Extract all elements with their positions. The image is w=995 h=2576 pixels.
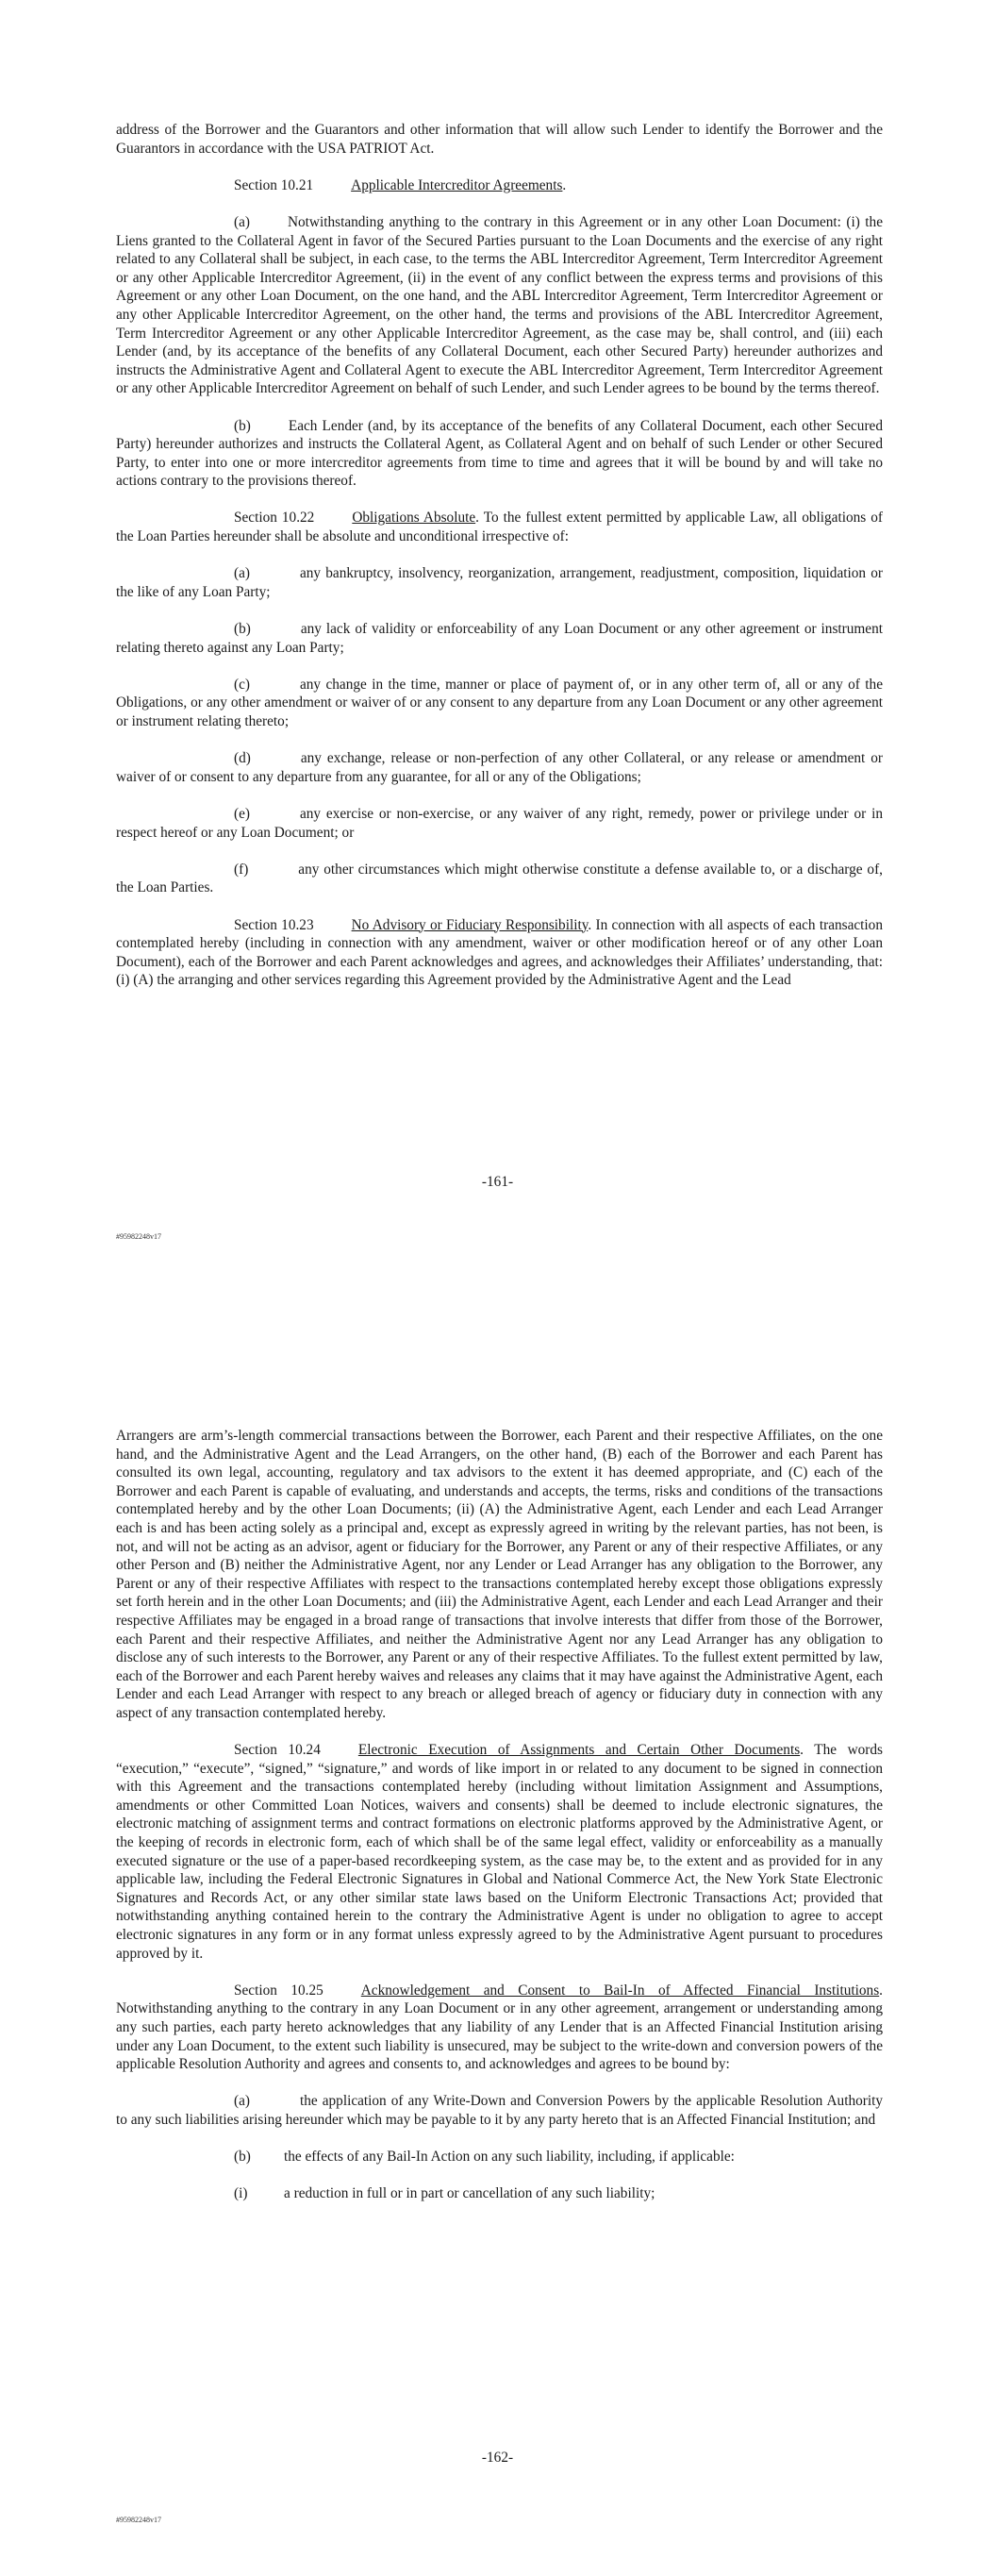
section-title: Applicable Intercreditor Agreements <box>351 176 563 193</box>
section-10-22 <box>116 509 883 545</box>
clause-text: Notwithstanding anything to the contrary in this Agreement or in any other Loan Document: (i) the Liens granted to the Collateral Agent in favor of the Secured Parties pursuant to the Loan Documents and the exercise of any right related to any Collateral shall be subject, in each case, to the terms the ABL Intercreditor Agreement, Term Intercreditor Agreement or any other Applicable Intercreditor Agreement, (ii) in the event of any conflict between the express terms and provisions of this Agreement or any other Loan Document, on the one hand, and the ABL Intercreditor Agreement, Term Intercreditor Agreement or any other Applicable Intercreditor Agreement, on the other hand, the terms and provisions of the ABL Intercreditor Agreement, Term Intercreditor Agreement or any other Applicable Intercreditor Agreement, as the case may be, shall control, and (iii) each Lender (and, by its acceptance of the benefits of any Collateral Document, each other Secured Party) hereunder authorizes and instructs the Administrative Agent and Collateral Agent to execute the ABL Intercreditor Agreement, Term Intercreditor Agreement or any other Applicable Intercreditor Agreement on behalf of such Lender, and such Lender agrees to be bound by the terms thereof. <box>116 213 883 397</box>
page-161 <box>0 0 995 1264</box>
clause-text: any bankruptcy, insolvency, reorganization, arrangement, readjustment, composition, liquidation or the like of any Loan Party; <box>116 565 883 600</box>
section-title: Obligations Absolute <box>352 510 476 527</box>
clause-label: (e) <box>234 805 250 822</box>
section-10-22-a <box>116 564 883 601</box>
section-10-22-c <box>116 676 883 731</box>
clause-label: (b) <box>234 2149 251 2166</box>
section-title: No Advisory or Fiduciary Responsibility <box>351 916 589 933</box>
page-body <box>116 1427 883 2222</box>
section-text: . In connection with all aspects of each transaction contemplated hereby (including in connection with any amendment, waiver or other modification hereof or of any other Loan Document), each of the Borrower and each Parent acknowledges and agrees, and acknowledges their Affiliates’ understanding, that: (i) (A) the arranging and other services regarding this Agreement provided by the Administrative Agent and the Lead <box>116 916 883 989</box>
page-number: -162- <box>481 2450 514 2466</box>
section-punct: . <box>562 176 567 193</box>
clause-label: (c) <box>234 676 250 693</box>
section-10-21-a <box>116 213 883 398</box>
section-10-22-b <box>116 620 883 657</box>
section-10-24 <box>116 1741 883 1963</box>
section-10-21-heading <box>116 176 883 195</box>
section-text: . Notwithstanding anything to the contrary in any Loan Document or in any other agreement, arrangement or understanding among any such parties, each party hereto acknowledges that any liability of any Lender that is an Affected Financial Institution arising under any Loan Document, to the extent such liability is unsecured, may be subject to the write-down and conversion powers of the applicable Resolution Authority and agrees and consents to, and acknowledges and agrees to be bound by: <box>116 1982 883 2073</box>
clause-label: (i) <box>234 2185 248 2202</box>
section-text: . To the fullest extent permitted by applicable Law, all obligations of the Loan Parties hereunder shall be absolute and unconditional irrespective of: <box>116 510 883 545</box>
section-10-25-b-i <box>116 2184 883 2203</box>
clause-text: any exercise or non-exercise, or any waiver of any right, remedy, power or privilege under or in respect hereof or any Loan Document; or <box>116 805 883 841</box>
clause-label: (a) <box>234 213 250 230</box>
section-10-22-d <box>116 749 883 786</box>
section-title: Electronic Execution of Assignments and Certain Other Documents <box>357 1742 801 1759</box>
clause-text: any other circumstances which might otherwise constitute a defense available to, or a discharge of, the Loan Parties. <box>116 861 883 896</box>
clause-label: (a) <box>234 565 250 582</box>
section-text: . The words “execution,” “execute”, “signed,” “signature,” and words of like import in or related to any document to be signed in connection with this Agreement and the transactions contemplated hereby (including without limitation Assignment and Assumptions, amendments or other Committed Loan Notices, waivers and consents) shall be deemed to include electronic signatures, the electronic matching of assignment terms and contract formations on electronic platforms approved by the Administrative Agent, or the keeping of records in electronic form, each of which shall be of the same legal effect, validity or enforceability as a manually executed signature or the use of a paper-based recordkeeping system, as the case may be, to the extent and as provided for in any applicable law, including the Federal Electronic Signatures in Global and National Commerce Act, the New York State Electronic Signatures and Records Act, or any other similar state laws based on the Uniform Electronic Transactions Act; provided that notwithstanding anything contained herein to the contrary the Administrative Agent is under no obligation to agree to accept electronic signatures in any form or in any format unless expressly agreed to by the Administrative Agent pursuant to procedures approved by it. <box>116 1742 883 1962</box>
section-number: Section 10.24 <box>234 1742 321 1759</box>
document-id: #95982248v17 <box>116 1232 161 1241</box>
clause-label: (a) <box>234 2093 250 2110</box>
paragraph-continued: Arrangers are arm’s-length commercial transactions between the Borrower, each Parent and their respective Affiliates, on the one hand, and the Administrative Agent and the Lead Arrangers, on the other hand, (B) each of the Borrower and each Parent has consulted its own legal, accounting, regulatory and tax advisors to the extent it has deemed appropriate, and (C) each of the Borrower and each Parent is capable of evaluating, and understands and accepts, the terms, risks and conditions of the transactions contemplated hereby and by the other Loan Documents; (ii) (A) the Administrative Agent, each Lender and each Lead Arranger each is and has been acting solely as a principal and, except as expressly agreed in writing by the relevant parties, has not been, is not, and will not be acting as an advisor, agent or fiduciary for the Borrower, any Parent or any of their respective Affiliates, or any other Person and (B) neither the Administrative Agent, nor any Lender or Lead Arranger has any obligation to the Borrower, any Parent or any of their respective Affiliates with respect to the transactions contemplated hereby except those obligations expressly set forth herein and in the other Loan Documents; and (iii) the Administrative Agent, each Lender and each Lead Arranger and their respective Affiliates may be engaged in a broad range of transactions that involve interests that differ from those of the Borrower, each Parent and their respective Affiliates, and neither the Administrative Agent nor any Lead Arranger has any obligation to disclose any of such interests to the Borrower, any Parent or any of their respective Affiliates. To the fullest extent permitted by law, each of the Borrower and each Parent hereby waives and releases any claims that it may have against the Administrative Agent, each Lender and each Lead Arranger with respect to any breach or alleged breach of agency or fiduciary duty in connection with any aspect of any transaction contemplated hereby. <box>116 1428 883 1721</box>
section-number: Section 10.23 <box>234 916 314 933</box>
clause-label: (d) <box>234 750 251 767</box>
section-10-25 <box>116 1982 883 2074</box>
section-10-25-a <box>116 2092 883 2129</box>
section-number: Section 10.22 <box>234 510 315 527</box>
section-number: Section 10.25 <box>234 1982 323 1999</box>
clause-label: (b) <box>234 621 251 638</box>
section-10-21-b <box>116 417 883 491</box>
clause-label: (b) <box>234 417 251 434</box>
page-162 <box>0 1264 995 2576</box>
section-10-25-b <box>116 2148 883 2166</box>
section-10-23 <box>116 916 883 990</box>
section-title: Acknowledgement and Consent to Bail-In of Affected Financial Institutions <box>360 1982 880 1999</box>
paragraph-continued: address of the Borrower and the Guarantors and other information that will allow such Lender to identify the Borrower and the Guarantors in accordance with the USA PATRIOT Act. <box>116 122 883 157</box>
page-number: -161- <box>481 1174 514 1190</box>
document-id: #95982248v17 <box>116 2516 161 2524</box>
clause-text: a reduction in full or in part or cancellation of any such liability; <box>284 2185 655 2202</box>
clause-text: any lack of validity or enforceability of any Loan Document or any other agreement or instrument relating thereto against any Loan Party; <box>116 621 883 656</box>
clause-text: the application of any Write-Down and Conversion Powers by the applicable Resolution Authority to any such liabilities arising hereunder which may be payable to it by any party hereto that is an Affected Financial Institution; and <box>116 2093 883 2128</box>
section-10-22-f <box>116 861 883 897</box>
clause-text: any exchange, release or non-perfection of any other Collateral, or any release or amendment or waiver of or consent to any departure from any guarantee, for all or any of the Obligations; <box>116 750 883 785</box>
page-body <box>116 121 883 1009</box>
clause-text: the effects of any Bail-In Action on any such liability, including, if applicable: <box>284 2149 735 2166</box>
clause-text: Each Lender (and, by its acceptance of the benefits of any Collateral Document, each other Secured Party) hereunder authorizes and instructs the Collateral Agent, as Collateral Agent and on behalf of such Lender or other Secured Party, to enter into one or more intercreditor agreements from time to time and agrees that it will be bound by and will take no actions contrary to the provisions thereof. <box>116 417 883 490</box>
section-10-22-e <box>116 805 883 842</box>
section-number: Section 10.21 <box>234 176 314 193</box>
clause-text: any change in the time, manner or place of payment of, or in any other term of, all or any of the Obligations, or any other amendment or waiver of or any consent to any departure from any Loan Document or any other agreement or instrument relating thereto; <box>116 676 883 729</box>
clause-label: (f) <box>234 861 249 878</box>
